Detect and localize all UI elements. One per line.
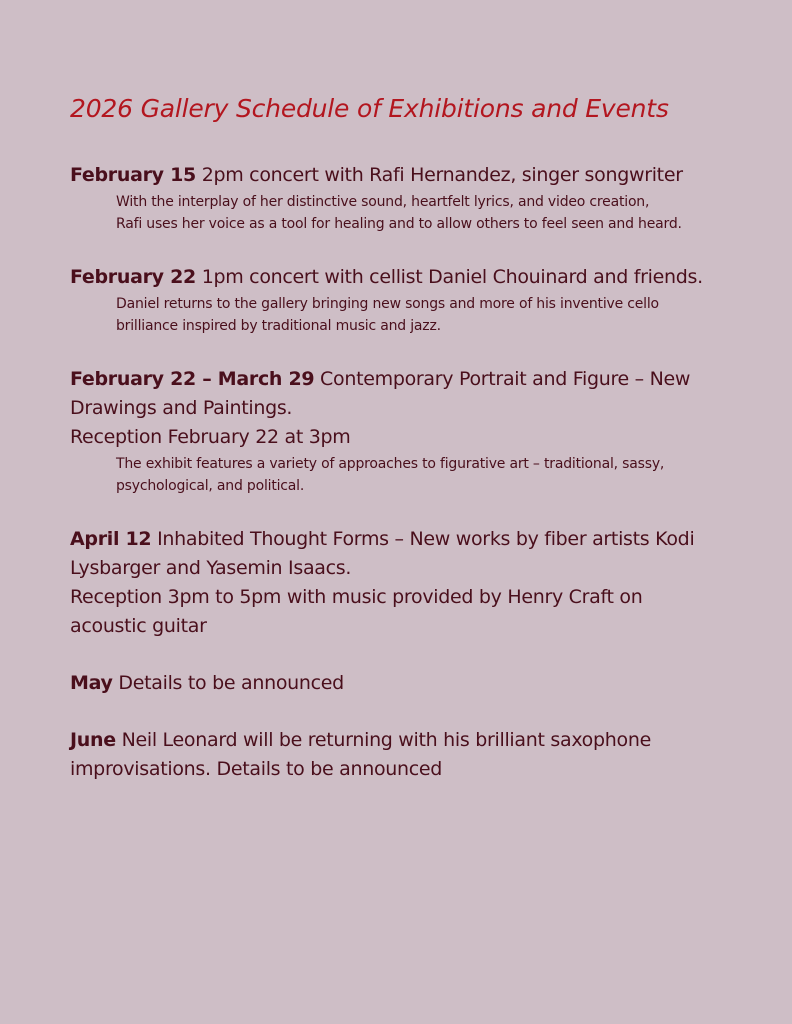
event-text: 1pm concert with cellist Daniel Chouinard and friends. [201, 266, 703, 288]
event-description-line: With the interplay of her distinctive sound, heartfelt lyrics, and video creation, [116, 194, 650, 210]
event-text-line: improvisations. Details to be announced [70, 758, 443, 780]
event-main-line [70, 726, 750, 755]
event-feb-22 [70, 263, 750, 337]
event-text: Details to be announced [118, 672, 344, 694]
event-description-line: Rafi uses her voice as a tool for healing and to allow others to feel seen and heard. [116, 216, 682, 232]
event-apr-12 [70, 525, 750, 641]
event-description-line: psychological, and political. [116, 478, 305, 494]
schedule-page [70, 94, 750, 812]
event-feb-15 [70, 161, 750, 235]
event-text: Neil Leonard will be returning with his brilliant saxophone [121, 729, 651, 751]
event-date: February 22 – March 29 [70, 368, 315, 390]
event-text-line: Drawings and Paintings. [70, 397, 293, 419]
event-main-line [70, 525, 750, 554]
event-feb-22-mar-29 [70, 365, 750, 497]
event-date: February 15 [70, 164, 196, 186]
event-main-line [70, 263, 750, 292]
event-reception-line: Reception February 22 at 3pm [70, 426, 351, 448]
event-description [70, 293, 750, 337]
event-main-line [70, 161, 750, 190]
event-text: Inhabited Thought Forms – New works by fiber artists Kodi [157, 528, 695, 550]
event-description-line: brilliance inspired by traditional music and jazz. [116, 318, 441, 334]
event-date: February 22 [70, 266, 196, 288]
event-text: Contemporary Portrait and Figure – New [320, 368, 691, 390]
event-main-line [70, 365, 750, 394]
event-main-line [70, 669, 750, 698]
event-text-line: acoustic guitar [70, 615, 207, 637]
event-date: May [70, 672, 113, 694]
event-date: April 12 [70, 528, 152, 550]
event-text: 2pm concert with Rafi Hernandez, singer songwriter [201, 164, 683, 186]
event-description-line: The exhibit features a variety of approaches to figurative art – traditional, sassy, [116, 456, 665, 472]
event-description [70, 191, 750, 235]
event-reception-line: Reception 3pm to 5pm with music provided by Henry Craft on [70, 586, 643, 608]
event-may [70, 669, 750, 698]
page-title: 2026 Gallery Schedule of Exhibitions and Events [70, 94, 669, 123]
event-text-line: Lysbarger and Yasemin Isaacs. [70, 557, 352, 579]
event-date: June [70, 729, 116, 751]
event-description-line: Daniel returns to the gallery bringing new songs and more of his inventive cello [116, 296, 659, 312]
event-description [70, 453, 750, 497]
event-june [70, 726, 750, 784]
